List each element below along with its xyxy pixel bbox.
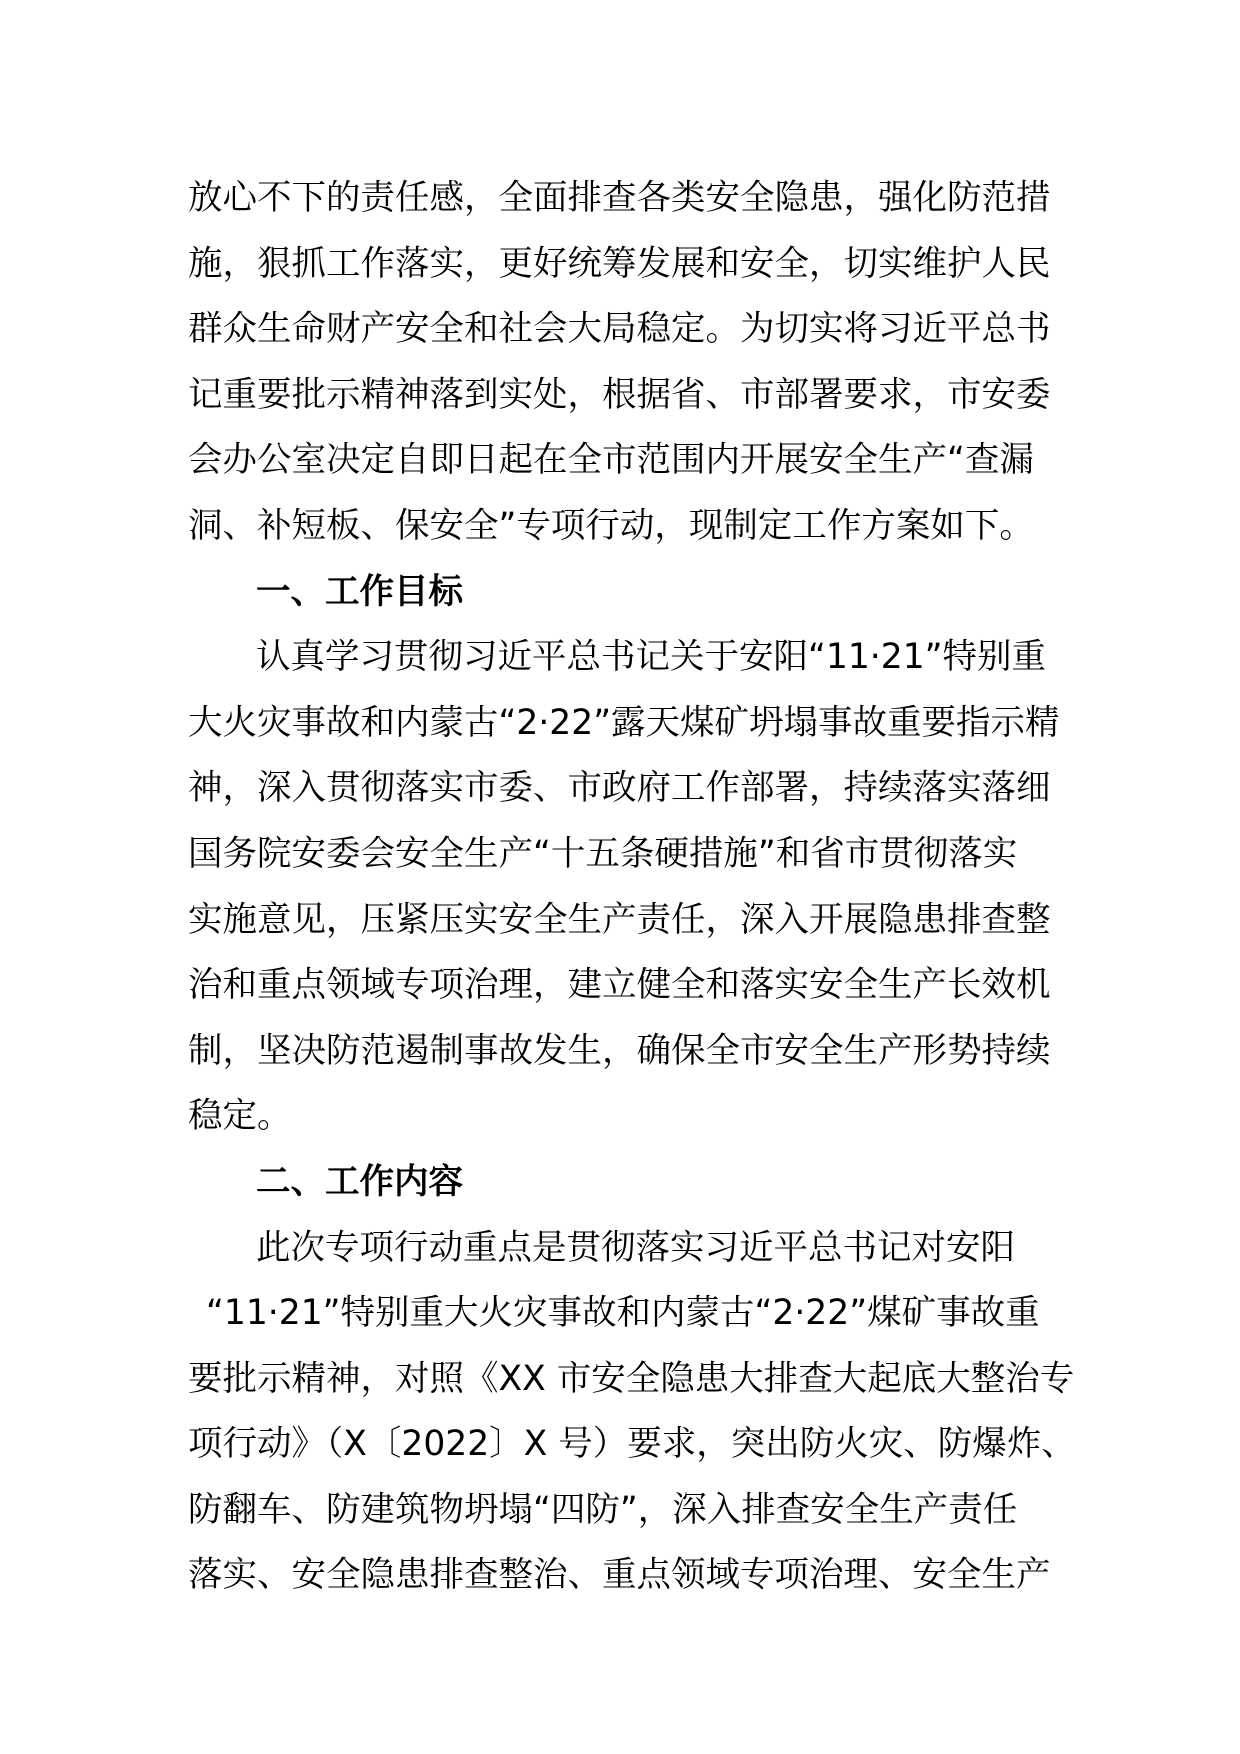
paragraph-line: 项行动》（X〔2022〕X 号）要求，突出防火灾、防爆炸、 (188, 1424, 1076, 1465)
paragraph-line: 放心不下的责任感，全面排查各类安全隐患，强化防范措 (188, 178, 1051, 218)
paragraph-line: 此次专项行动重点是贯彻落实习近平总书记对安阳 (256, 1227, 1015, 1268)
paragraph-line: 实施意见，压紧压实安全生产责任，深入开展隐患排查整 (188, 899, 1051, 940)
section-heading-goals: 一、工作目标 (256, 571, 463, 612)
paragraph-line: 防翻车、防建筑物坍塌“四防”，深入排查安全生产责任 (188, 1489, 1018, 1530)
paragraph-line: 施，狠抓工作落实，更好统筹发展和安全，切实维护人民 (188, 243, 1051, 284)
paragraph-line: 群众生命财产安全和社会大局稳定。为切实将习近平总书 (188, 309, 1051, 350)
paragraph-line: “11·21”特别重大火灾事故和内蒙古“2·22”煤矿事故重 (206, 1293, 1040, 1334)
paragraph-line: 国务院安委会安全生产“十五条硬措施”和省市贯彻落实 (188, 833, 1018, 874)
paragraph-line: 神，深入贯彻落实市委、市政府工作部署，持续落实落细 (188, 768, 1051, 809)
paragraph-line: 大火灾事故和内蒙古“2·22”露天煤矿坍塌事故重要指示精 (188, 702, 1060, 743)
paragraph-line: 会办公室决定自即日起在全市范围内开展安全生产“查漏 (188, 440, 1034, 481)
paragraph-line: 洞、补短板、保安全”专项行动，现制定工作方案如下。 (188, 505, 1034, 546)
paragraph-line: 治和重点领域专项治理，建立健全和落实安全生产长效机 (188, 965, 1051, 1006)
paragraph-line: 稳定。 (188, 1096, 292, 1137)
paragraph-line: 要批示精神，对照《XX 市安全隐患大排查大起底大整治专 (188, 1358, 1075, 1399)
paragraph-line: 认真学习贯彻习近平总书记关于安阳“11·21”特别重 (256, 637, 1047, 678)
paragraph-line: 记重要批示精神落到实处，根据省、市部署要求，市安委 (188, 374, 1051, 415)
section-heading-content: 二、工作内容 (256, 1161, 463, 1202)
paragraph-line: 落实、安全隐患排查整治、重点领域专项治理、安全生产 (188, 1555, 1051, 1596)
document-body (188, 166, 1076, 1609)
paragraph-line: 制，坚决防范遏制事故发生，确保全市安全生产形势持续 (188, 1030, 1051, 1071)
